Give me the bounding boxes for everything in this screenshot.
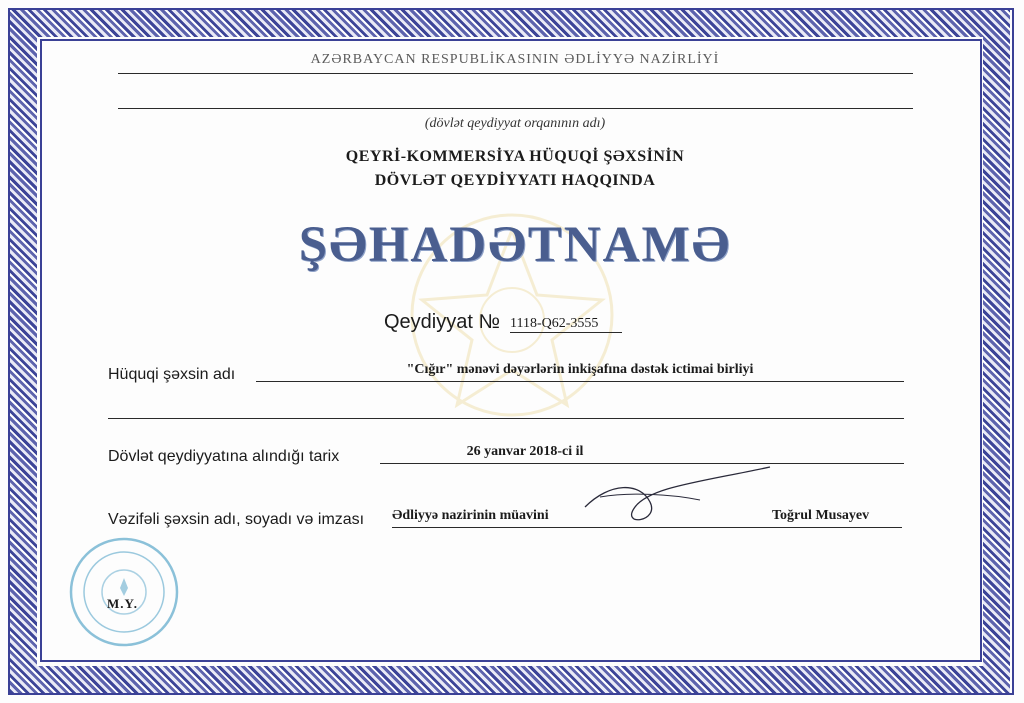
entity-name-label: Hüquqi şəxsin adı bbox=[108, 366, 236, 383]
signature-icon bbox=[580, 462, 780, 532]
registration-date-value: 26 yanvar 2018-ci il bbox=[466, 444, 584, 459]
official-label: Vəzifəli şəxsin adı, soyadı və imzası bbox=[108, 511, 365, 528]
registration-label: Qeydiyyat № bbox=[384, 311, 500, 333]
subtitle-line-1: QEYRİ-KOMMERSİYA HÜQUQİ ŞƏXSİNİN bbox=[345, 148, 685, 165]
blank-line bbox=[118, 108, 913, 109]
registration-date-label: Dövlət qeydiyyatına alındığı tarix bbox=[108, 448, 340, 465]
certificate-title: ŞƏHADƏTNAMƏ bbox=[298, 217, 732, 273]
official-position: Ədliyyə nazirinin müavini bbox=[392, 508, 549, 523]
ministry-underline bbox=[118, 73, 913, 74]
registration-number: 1118-Q62-3555 bbox=[510, 316, 622, 333]
stamp-seal-icon bbox=[68, 536, 180, 648]
subtitle-line-2: DÖVLƏT QEYDİYYATI HAQQINDA bbox=[374, 172, 656, 189]
entity-name-underline bbox=[256, 381, 904, 382]
ministry-name: AZƏRBAYCAN RESPUBLİKASININ ƏDLİYYƏ NAZİRLİYİ bbox=[310, 52, 720, 67]
seal-text: M.Y. bbox=[107, 596, 138, 611]
entity-name-value: "Cığır" mənəvi dəyərlərin inkişafına dəstək ictimai birliyi bbox=[406, 362, 754, 377]
entity-name-second-line bbox=[108, 418, 904, 419]
official-name: Toğrul Musayev bbox=[772, 508, 870, 523]
ministry-caption: (dövlət qeydiyyat orqanının adı) bbox=[424, 116, 606, 131]
